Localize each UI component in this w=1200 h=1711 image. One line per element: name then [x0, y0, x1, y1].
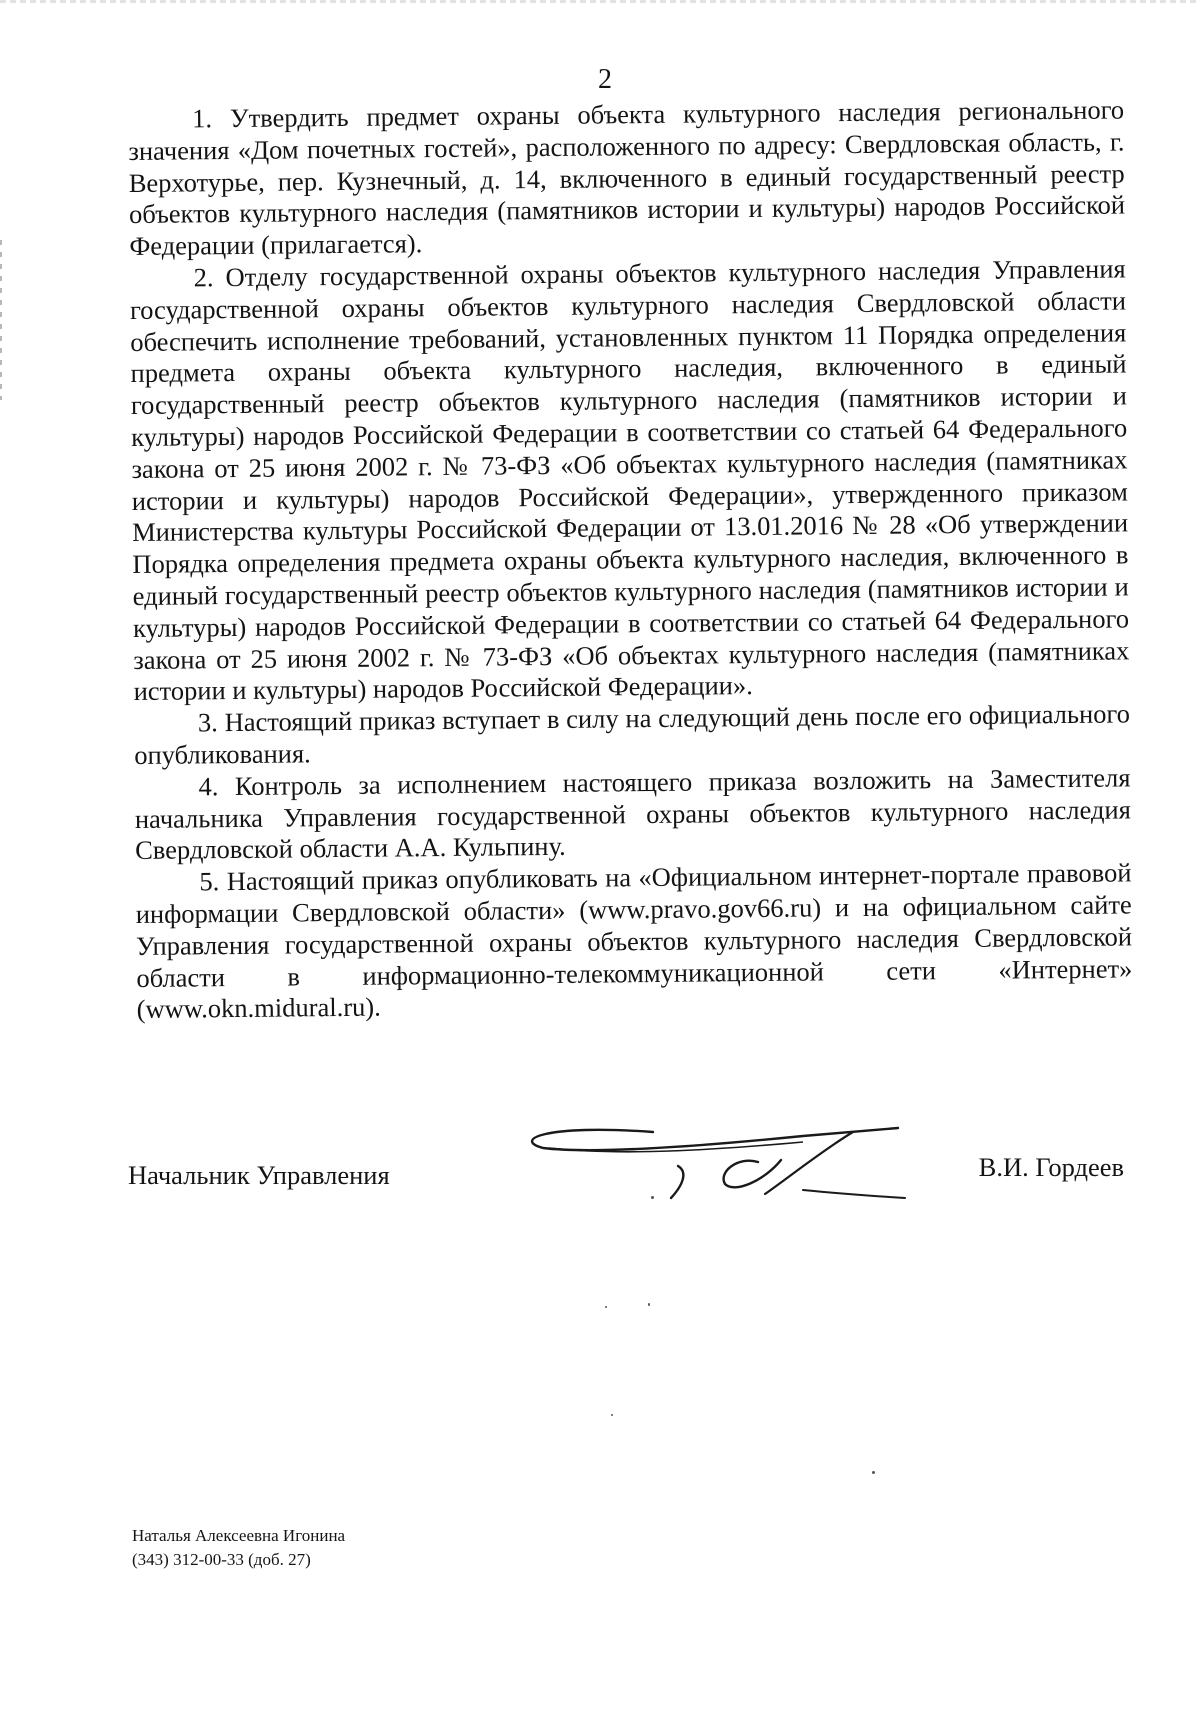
scan-edge-artifact: [0, 0, 1200, 3]
paragraph-4: 4. Контроль за исполнением настоящего приказа возложить на Заместителя начальника Управления государственной охраны объектов культурного наследия Свердловской области А.А. Кульпину.: [134, 762, 1131, 866]
paragraph-1: 1. Утвердить предмет охраны объекта культурного наследия регионального значения «Дом почетных гостей», расположенного по адресу: Свердловская область, г. Верхотурье, пер. Кузнечный, д. 14, включенного в единый государственный реестр объектов культурного наследия (памятников истории и культуры) народов Российской Федерации (прилагается).: [128, 94, 1126, 262]
scan-speck: [872, 1471, 875, 1474]
scan-speck: [605, 1306, 607, 1308]
scan-edge-artifact: [0, 240, 2, 400]
signatory-position: Начальник Управления: [128, 1160, 390, 1190]
scan-speck: [651, 1196, 654, 1199]
executor-name: Наталья Алексеевна Игонина: [132, 1526, 346, 1545]
paragraph-3: 3. Настоящий приказ вступает в силу на следующий день после его официального опубликования.: [134, 698, 1131, 770]
signature-block: [128, 1130, 1124, 1210]
scan-speck: [648, 1303, 650, 1306]
paragraph-5: 5. Настоящий приказ опубликовать на «Официальном интернет-портале правовой информации Свердловской области» (www.pravo.gov66.ru) и на официальном сайте Управления государственной охраны объектов культурного наследия Свердловской области в информационно-телекоммуникационной сети «Интернет» (www.okn.midural.ru).: [135, 857, 1133, 1025]
paragraph-2: 2. Отделу государственной охраны объектов культурного наследия Управления государственной охраны объектов культурного наследия Свердловской области обеспечить исполнение требований, установленных пунктом 11 Порядка определения предмета охраны объекта культурного наследия, включенного в единый государственный реестр объектов культурного наследия (памятников истории и культуры) народов Российской Федерации в соответствии со статьей 64 Федерального закона от 25 июня 2002 г. № 73-ФЗ «Об объектах культурного наследия (памятниках истории и культуры) народов Российской Федерации», утвержденного приказом Министерства культуры Российской Федерации от 13.01.2016 № 28 «Об утверждении Порядка определения предмета охраны объекта культурного наследия, включенного в единый государственный реестр объектов культурного наследия (памятников истории и культуры) народов Российской Федерации в соответствии со статьей 64 Федерального закона от 25 июня 2002 г. № 73-ФЗ «Об объектах культурного наследия (памятниках истории и культуры) народов Российской Федерации».: [129, 253, 1130, 707]
order-body: [128, 94, 1133, 1026]
handwritten-signature: [503, 1110, 923, 1220]
scan-speck: [611, 1414, 613, 1416]
signatory-name: В.И. Гордеев: [978, 1152, 1124, 1182]
page-number: 2: [598, 64, 612, 95]
executor-phone: (343) 312-00-33 (доб. 27): [132, 1550, 311, 1569]
executor-info: [132, 1524, 345, 1572]
